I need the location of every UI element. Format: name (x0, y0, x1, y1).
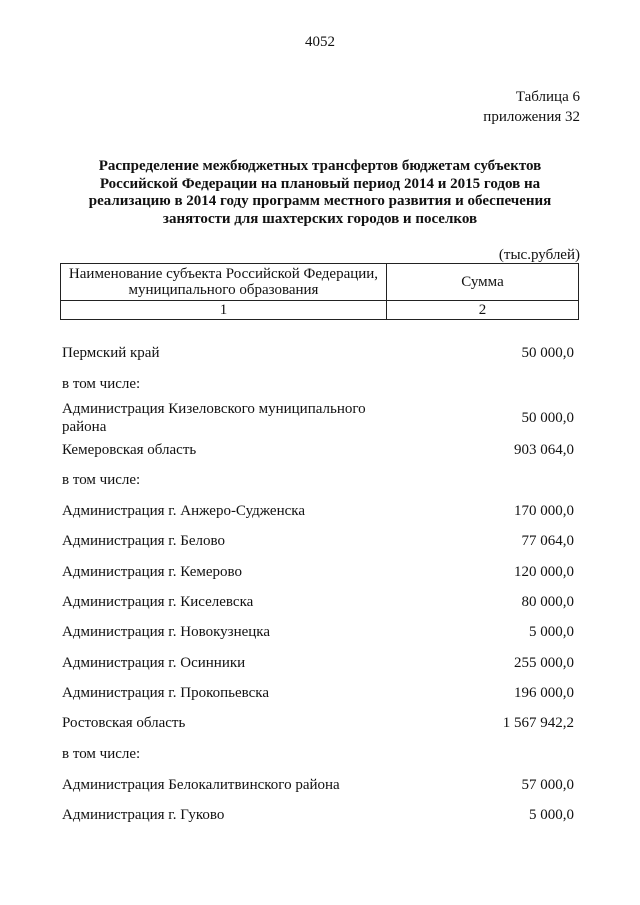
row-name: Пермский край (62, 345, 160, 361)
row-name: Администрация Кизеловского муниципального района (62, 401, 366, 435)
table-reference (483, 87, 580, 127)
row-name: Ростовская область (62, 715, 186, 731)
row-name: Администрация г. Анжеро-Судженска (62, 503, 305, 519)
row-value: 50 000,0 (521, 410, 574, 426)
row-value: 1 567 942,2 (502, 715, 574, 731)
row-value: 50 000,0 (521, 345, 574, 361)
row-name: Администрация г. Осинники (62, 655, 246, 671)
column-number-1: 1 (61, 301, 387, 320)
table-header (60, 263, 579, 320)
column-header-name: Наименование субъекта Российской Федерации, муниципального образования (61, 264, 387, 301)
row-value: 903 064,0 (514, 442, 574, 458)
column-header-sum: Сумма (387, 264, 579, 301)
row-name: Администрация г. Кемерово (62, 564, 242, 580)
page-number: 4052 (305, 34, 335, 50)
row-name: Администрация г. Киселевска (62, 594, 254, 610)
row-value: 196 000,0 (514, 685, 574, 701)
row-name: Администрация г. Новокузнецка (62, 624, 271, 640)
row-name: в том числе: (62, 376, 141, 392)
row-value: 5 000,0 (529, 807, 574, 823)
column-number-2: 2 (387, 301, 579, 320)
row-value: 120 000,0 (514, 564, 574, 580)
row-name: в том числе: (62, 472, 141, 488)
row-name: Кемеровская область (62, 442, 197, 458)
row-name: Администрация г. Гуково (62, 807, 225, 823)
row-name: Администрация г. Белово (62, 533, 225, 549)
row-value: 80 000,0 (521, 594, 574, 610)
row-value: 5 000,0 (529, 624, 574, 640)
row-value: 77 064,0 (521, 533, 574, 549)
row-name: Администрация Белокалитвинского района (62, 777, 340, 793)
table-reference-line-1: Таблица 6 (515, 89, 580, 105)
document-title: Распределение межбюджетных трансфертов бюджетам субъектов Российской Федерации на плановый период 2014 и 2015 годов на реализацию в 2014 году программ местного развития и обеспечения занятости для шахтерских городов и поселков (88, 158, 552, 227)
row-value: 255 000,0 (514, 655, 574, 671)
unit-label: (тыс.рублей) (498, 247, 580, 263)
row-name: в том числе: (62, 746, 141, 762)
row-value: 57 000,0 (521, 777, 574, 793)
table-reference-line-2: приложения 32 (483, 109, 580, 125)
row-value: 170 000,0 (514, 503, 574, 519)
row-name: Администрация г. Прокопьевска (62, 685, 270, 701)
